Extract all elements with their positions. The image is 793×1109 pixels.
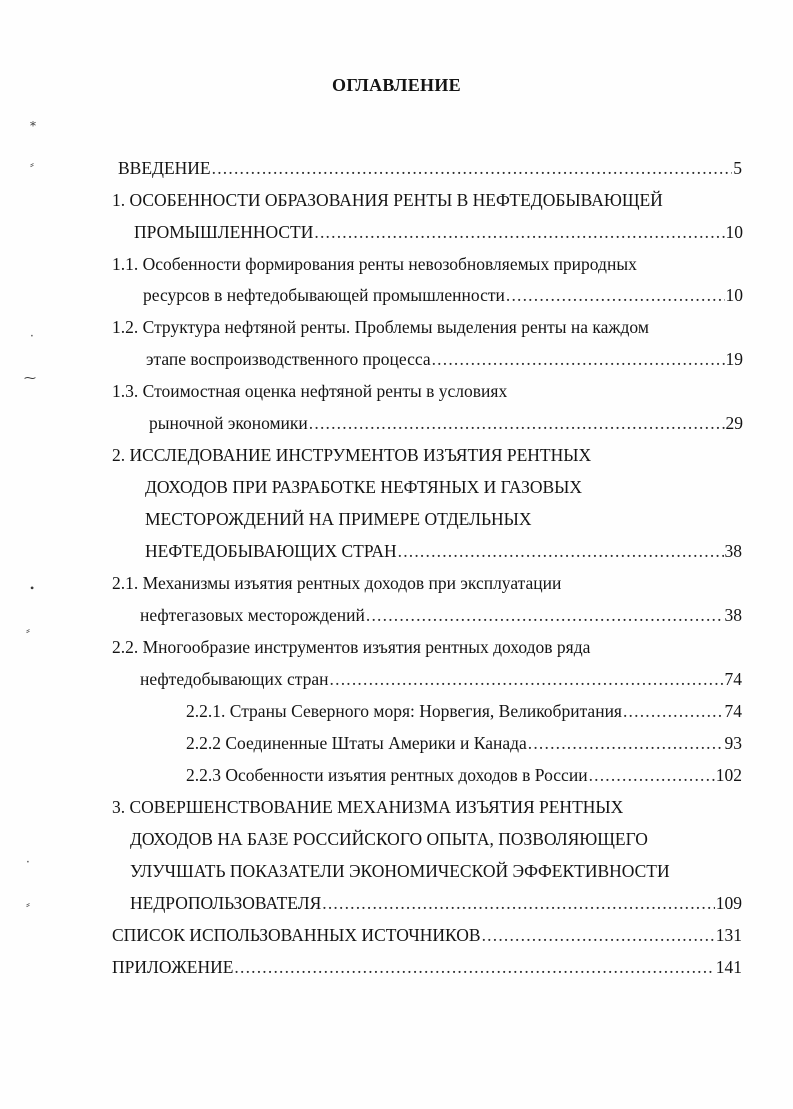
toc-leader-dots [234, 956, 714, 978]
toc-leader-dots [482, 924, 715, 946]
toc-entry-1-2-cont[interactable] [146, 348, 743, 372]
toc-leader-dots [589, 764, 715, 786]
toc-leader-dots [330, 668, 724, 690]
toc-entry-label: рыночной экономики [149, 413, 308, 433]
toc-page-number: 93 [724, 733, 742, 753]
toc-page-number: 38 [724, 541, 742, 561]
toc-entry-label: ПРОМЫШЛЕННОСТИ [134, 222, 314, 242]
scan-speck: ⸗ [30, 157, 34, 171]
scan-speck: ‧ [30, 329, 34, 343]
page-title: ОГЛАВЛЕНИЕ [332, 75, 461, 95]
toc-entry-label: этапе воспроизводственного процесса [146, 349, 431, 369]
scan-speck: • [30, 581, 35, 595]
toc-page-number: 131 [715, 925, 742, 945]
toc-page-number: 74 [724, 701, 742, 721]
toc-page-number: 10 [725, 285, 743, 305]
toc-page-number: 29 [725, 413, 743, 433]
toc-entry-label: НЕФТЕДОБЫВАЮЩИХ СТРАН [145, 541, 397, 561]
toc-leader-dots [506, 284, 725, 306]
toc-entry-chapter-2-cont-1[interactable] [145, 476, 582, 500]
toc-entry-chapter-2[interactable] [112, 444, 591, 468]
toc-entry-1-2[interactable] [112, 316, 649, 340]
toc-entry-2-2[interactable] [112, 636, 590, 660]
toc-leader-dots [623, 700, 724, 722]
toc-leader-dots [528, 732, 724, 754]
toc-page-number: 19 [725, 349, 743, 369]
toc-entry-label: ДОХОДОВ НА БАЗЕ РОССИЙСКОГО ОПЫТА, ПОЗВОЛЯЮЩЕГО [130, 829, 648, 849]
scan-speck: ‧ [26, 855, 30, 869]
toc-entry-2-2-cont[interactable] [140, 668, 742, 692]
toc-entry-chapter-2-cont-3[interactable] [145, 540, 742, 564]
toc-leader-dots [366, 604, 724, 626]
toc-entry-label: 2.2.3 Особенности изъятия рентных доходов в России [186, 765, 588, 785]
toc-entry-2-1[interactable] [112, 572, 561, 596]
toc-entry-label: 2.2. Многообразие инструментов изъятия рентных доходов ряда [112, 637, 591, 657]
toc-entry-label: НЕДРОПОЛЬЗОВАТЕЛЯ [130, 893, 322, 913]
toc-entry-label: нефтедобывающих стран [140, 669, 329, 689]
toc-entry-label: МЕСТОРОЖДЕНИЙ НА ПРИМЕРЕ ОТДЕЛЬНЫХ [145, 509, 532, 529]
toc-entry-appendix[interactable] [112, 956, 742, 980]
toc-entry-chapter-2-cont-2[interactable] [145, 508, 532, 532]
toc-entry-label: 3. СОВЕРШЕНСТВОВАНИЕ МЕХАНИЗМА ИЗЪЯТИЯ РЕНТНЫХ [112, 797, 624, 817]
toc-page-number: 141 [715, 957, 742, 977]
toc-leader-dots [322, 892, 714, 914]
toc-entry-label: 1. ОСОБЕННОСТИ ОБРАЗОВАНИЯ РЕНТЫ В НЕФТЕДОБЫВАЮЩЕЙ [112, 190, 663, 210]
scan-speck: ⸗ [26, 623, 30, 637]
toc-entry-label: ПРИЛОЖЕНИЕ [112, 957, 234, 977]
toc-entry-1-1[interactable] [112, 253, 637, 277]
toc-page-number: 109 [715, 893, 742, 913]
toc-entry-1-3-cont[interactable] [149, 412, 743, 436]
toc-leader-dots [212, 157, 733, 179]
toc-entry-label: 2. ИССЛЕДОВАНИЕ ИНСТРУМЕНТОВ ИЗЪЯТИЯ РЕНТНЫХ [112, 445, 592, 465]
toc-entry-chapter-3-cont-2[interactable] [130, 860, 670, 884]
scan-speck: ⁎ [30, 115, 36, 129]
toc-entry-1-1-cont[interactable] [143, 284, 743, 308]
toc-entry-label: 2.2.1. Страны Северного моря: Норвегия, Великобритания [186, 701, 622, 721]
toc-entry-1-3[interactable] [112, 380, 507, 404]
toc-entry-label: 1.3. Стоимостная оценка нефтяной ренты в условиях [112, 381, 508, 401]
toc-entry-chapter-3[interactable] [112, 796, 623, 820]
toc-entry-label: нефтегазовых месторождений [140, 605, 365, 625]
toc-entry-label: ВВЕДЕНИЕ [118, 158, 211, 178]
toc-entry-label: 2.1. Механизмы изъятия рентных доходов при эксплуатации [112, 573, 562, 593]
toc-leader-dots [314, 221, 724, 243]
toc-leader-dots [432, 348, 725, 370]
toc-entry-chapter-3-cont-1[interactable] [130, 828, 648, 852]
toc-entry-chapter-1[interactable] [112, 189, 663, 213]
toc-entry-label: ДОХОДОВ ПРИ РАЗРАБОТКЕ НЕФТЯНЫХ И ГАЗОВЫХ [145, 477, 583, 497]
toc-entry-chapter-1-cont[interactable] [134, 221, 743, 245]
toc-entry-2-2-3[interactable] [186, 764, 742, 788]
toc-page-number: 38 [724, 605, 742, 625]
toc-leader-dots [398, 540, 724, 562]
toc-entry-2-1-cont[interactable] [140, 604, 742, 628]
toc-entry-2-2-2[interactable] [186, 732, 742, 756]
toc-page-number: 10 [725, 222, 743, 242]
toc-entry-label: ресурсов в нефтедобывающей промышленности [143, 285, 505, 305]
toc-entry-introduction[interactable] [118, 157, 742, 181]
toc-entry-2-2-1[interactable] [186, 700, 742, 724]
toc-entry-chapter-3-cont-3[interactable] [130, 892, 742, 916]
scan-speck: ⁓ [24, 371, 36, 385]
toc-leader-dots [309, 412, 725, 434]
toc-page-number: 74 [724, 669, 742, 689]
toc-entry-label: УЛУЧШАТЬ ПОКАЗАТЕЛИ ЭКОНОМИЧЕСКОЙ ЭФФЕКТИВНОСТИ [130, 861, 670, 881]
toc-entry-label: 1.2. Структура нефтяной ренты. Проблемы выделения ренты на каждом [112, 317, 649, 337]
toc-page-number: 102 [715, 765, 742, 785]
toc-entry-label: 1.1. Особенности формирования ренты невозобновляемых природных [112, 254, 637, 274]
toc-entry-references[interactable] [112, 924, 742, 948]
toc-page-number: 5 [733, 158, 742, 178]
toc-entry-label: СПИСОК ИСПОЛЬЗОВАННЫХ ИСТОЧНИКОВ [112, 925, 481, 945]
scan-speck: ⸗ [26, 897, 30, 911]
toc-entry-label: 2.2.2 Соединенные Штаты Америки и Канада [186, 733, 527, 753]
